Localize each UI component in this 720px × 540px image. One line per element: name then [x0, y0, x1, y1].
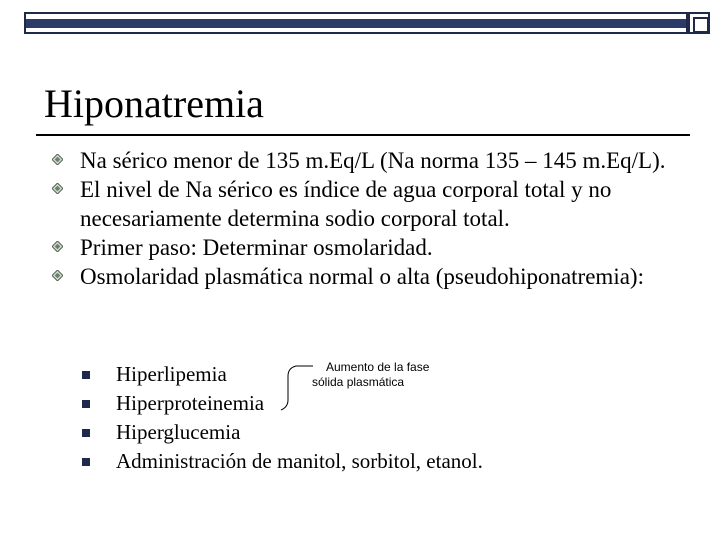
bullet-item — [48, 175, 688, 233]
diamond-bullet-icon — [52, 270, 63, 281]
sub-bullet-item — [78, 418, 483, 447]
bullet-text: El nivel de Na sérico es índice de agua corporal total y no necesariamente determina sodio corporal total. — [80, 177, 612, 231]
bullet-text: Na sérico menor de 135 m.Eq/L (Na norma 135 – 145 m.Eq/L). — [80, 148, 666, 173]
sub-bullet-text: Hiperlipemia — [116, 362, 227, 386]
annotation-line-2: sólida plasmática — [312, 375, 405, 389]
bullet-text: Osmolaridad plasmática normal o alta (pseudohiponatremia): — [80, 264, 644, 289]
square-bullet-icon — [82, 458, 90, 466]
bullet-text: Primer paso: Determinar osmolaridad. — [80, 235, 433, 260]
annotation-note — [312, 360, 429, 390]
sub-bullet-item — [78, 389, 483, 418]
corner-square-icon — [688, 12, 710, 34]
sub-bullet-text: Administración de manitol, sorbitol, etanol. — [116, 449, 483, 473]
diamond-bullet-icon — [52, 241, 63, 252]
square-bullet-icon — [82, 371, 90, 379]
slide-title: Hiponatremia — [44, 81, 264, 126]
bullet-item — [48, 262, 688, 291]
square-bullet-icon — [82, 400, 90, 408]
diamond-bullet-icon — [52, 154, 63, 165]
title-underline — [36, 134, 690, 136]
square-bullet-icon — [82, 429, 90, 437]
sub-bullet-item — [78, 447, 483, 476]
bullet-item — [48, 146, 688, 175]
main-bullet-list — [48, 146, 688, 291]
sub-bullet-text: Hiperglucemia — [116, 420, 241, 444]
sub-bullet-text: Hiperproteinemia — [116, 391, 265, 415]
annotation-line-1: Aumento de la fase — [326, 360, 430, 374]
bullet-item — [48, 233, 688, 262]
top-decorative-bar — [24, 12, 688, 34]
diamond-bullet-icon — [52, 183, 63, 194]
